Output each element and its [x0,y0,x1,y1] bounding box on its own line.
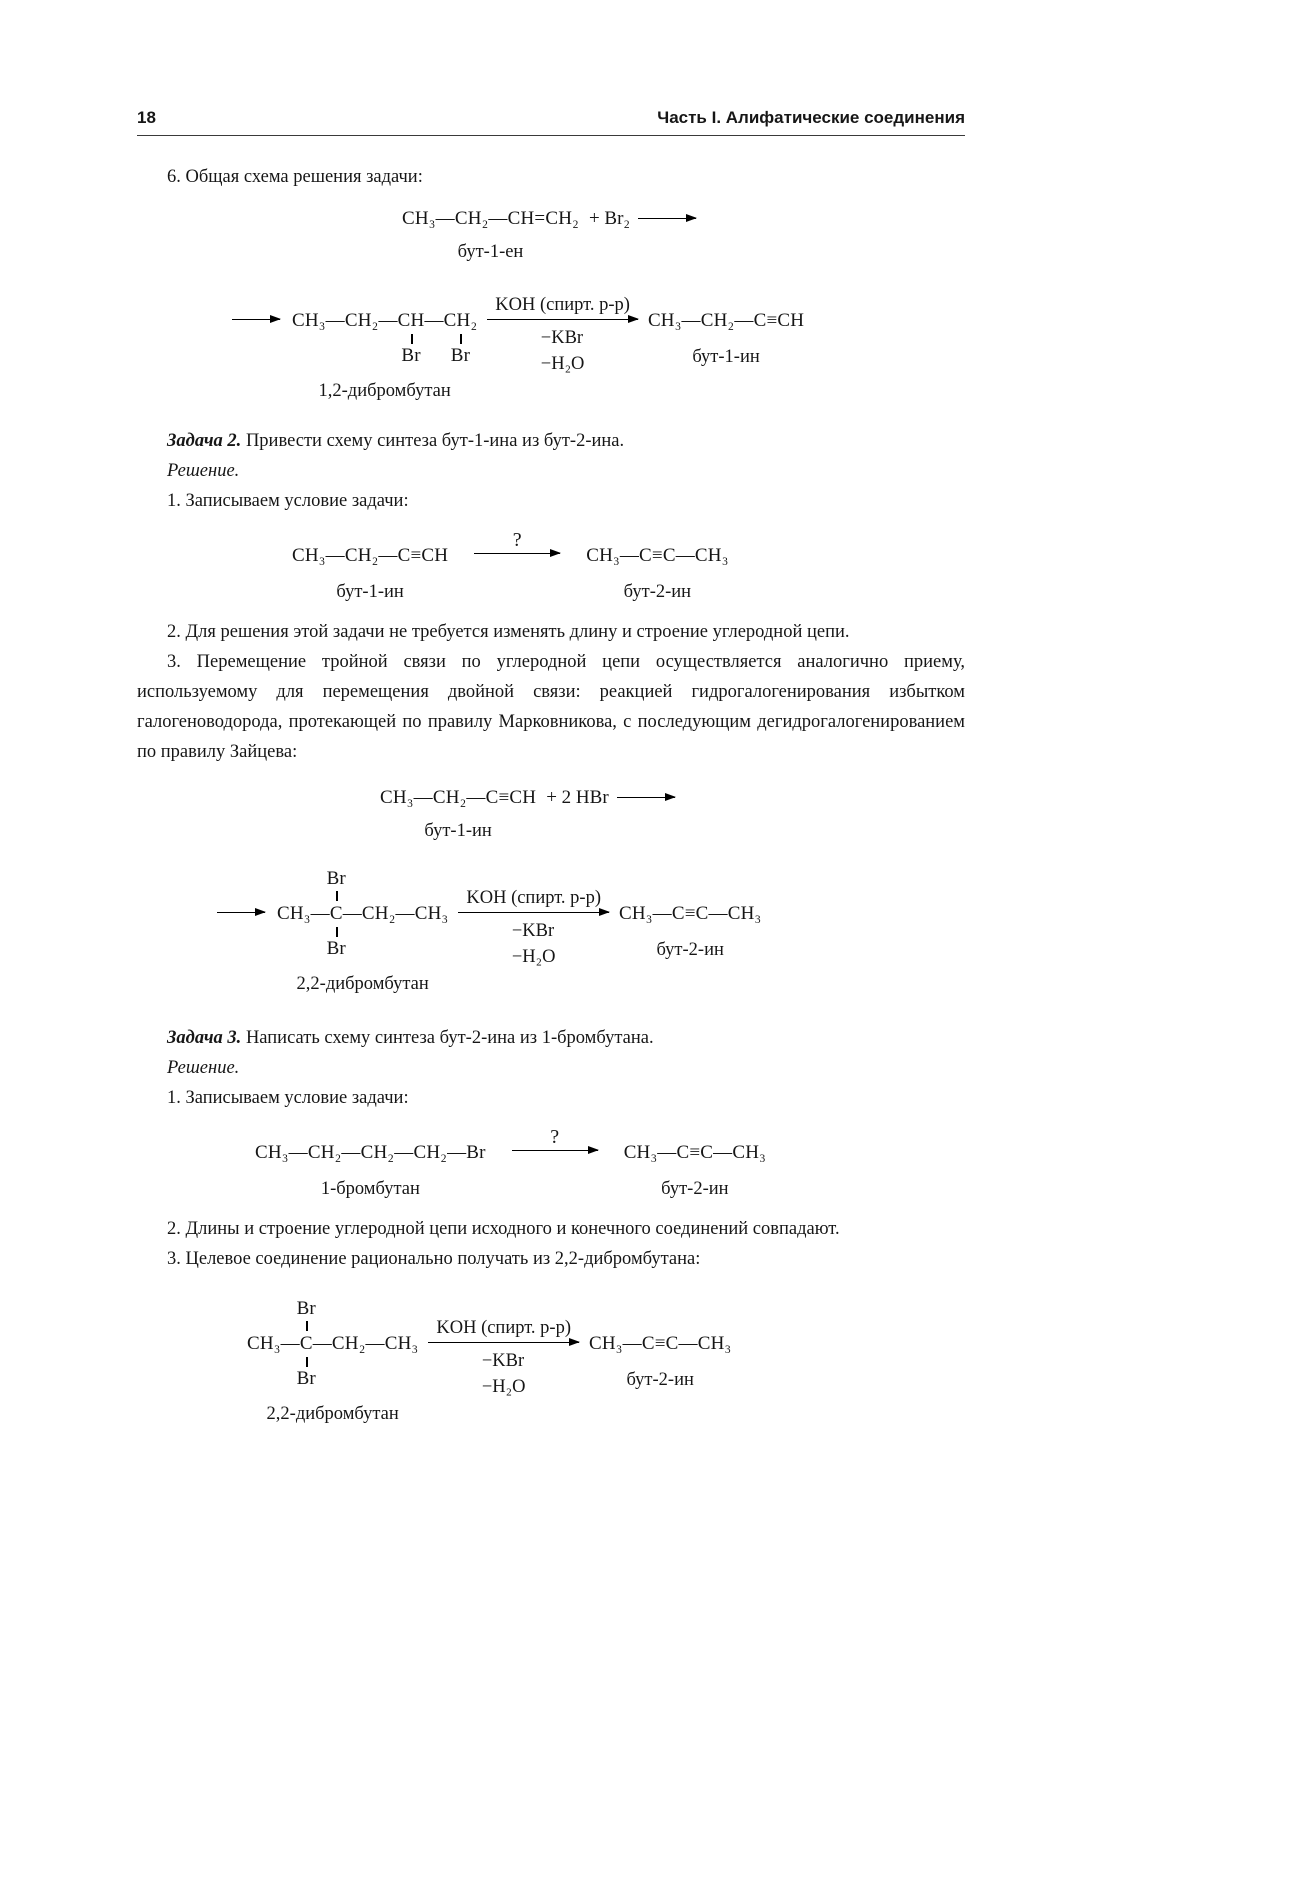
compound-name-2-2-dibromobutane: 2,2-дибромбутан [266,1404,399,1424]
reaction-row [402,206,965,265]
byproduct-h2o: −H₂O [511,947,556,967]
compound-2-2-dibromobutane [277,868,449,997]
compound-name-1-2-dibromobutane: 1,2-дибромбутан [318,381,451,401]
task2-text: Привести схему синтеза бут-1-ина из бут-2-ина. [245,431,625,451]
substituent-label: Br [296,1298,316,1319]
formula-but-2-yne: CH₃—C≡C—CH₃ [623,1142,766,1163]
task2-step2: 2. Для решения этой задачи не требуется изменять длину и строение углеродной цепи. [167,622,850,642]
reaction-arrow-koh [487,293,638,377]
compound-name-but-2-yne: бут-2-ин [656,940,724,960]
compound-name-but-1-yne: бут-1-ин [692,347,760,367]
paragraph-scheme-intro: 6. Общая схема решения задачи: [167,167,423,187]
formula-but-1-yne: CH₃—CH₂—C≡CH [380,787,537,808]
compound-but-1-ene [402,206,579,265]
task2-label: Задача 2. [167,431,242,451]
right-arrow-icon [638,218,696,219]
compound-name-but-1-yne: бут-1-ин [336,582,404,602]
reaction-byproducts [541,325,585,377]
formula-but-1-ene: CH₃—CH₂—CH=CH₂ [402,208,579,229]
question-arrow [474,528,560,554]
formula-token: C Br Br [326,868,346,959]
formula-2-2-dibromobutane [247,1298,419,1389]
formula-token: CH₂ [361,903,396,924]
vertical-bond [306,1321,308,1331]
formula-but-2-yne: CH₃—C≡C—CH₃ [589,1333,732,1354]
question-mark-label: ? [550,1126,560,1148]
reaction-condition-label: KOH (спирт. р-р) [466,888,602,908]
right-arrow-icon [217,912,265,913]
compound-name-but-1-ene: бут-1-ен [457,242,524,262]
formula-token: CH₃ [277,903,311,924]
formula-token: CH₃ [292,310,326,331]
compound-but-2-yne [586,528,728,605]
vertical-bond [411,334,413,344]
reaction-row [380,785,965,844]
reaction-condition-label: KOH (спирт. р-р) [495,295,630,315]
compound-name-but-1-yne: бут-1-ин [424,821,492,841]
formula-token: CH₂ Br [443,310,478,366]
formula-2-2-dibromobutane [277,868,449,959]
question-mark-label: ? [512,529,522,551]
compound-name-but-2-yne: бут-2-ин [661,1179,729,1199]
task3-step1: 1. Записываем условие задачи: [167,1088,409,1108]
arrow-shaft [474,553,560,554]
formula-token: C Br Br [296,1298,316,1389]
task2-step3: 3. Перемещение тройной связи по углеродной цепи осуществляется аналогично приему, используемому для перемещения двойной связи: реакцией гидрогалогенирования избытком галогеноводорода, протекающей по правилу Марковникова, с последующим дегидрогалогенированием по правилу Зайцева: [137,652,965,762]
formula-token: CH₂ [344,310,379,331]
formula-token: CH₃ [384,1333,419,1354]
formula-token: — [280,1333,300,1354]
right-arrow-icon [232,319,280,320]
reaction-row [247,1298,965,1427]
chapter-title: Часть I. Алифатические соединения [657,108,965,127]
compound-name-1-bromobutane: 1-бромбутан [320,1179,420,1199]
compound-1-2-dibromobutane [292,293,477,404]
formula-token: — [378,310,398,331]
task3-step2: 2. Длины и строение углеродной цепи исходного и конечного соединений совпадают. [167,1219,840,1239]
compound-name-but-2-yne: бут-2-ин [623,582,692,602]
formula-token: — [365,1333,385,1354]
reaction-row [292,528,965,605]
task3-label: Задача 3. [167,1028,242,1048]
compound-but-2-yne [589,1316,731,1393]
vertical-bond [336,927,338,937]
substituent-label: Br [326,938,346,959]
byproduct-h2o: −H₂O [540,354,585,374]
scheme-dibromobutane-to-butyne [232,293,965,404]
compound-but-1-yne [380,785,536,844]
compound-but-2-yne [624,1125,766,1202]
arrow-shaft [487,319,638,320]
arrow-shaft [512,1150,598,1151]
arrow-shaft [428,1342,579,1343]
formula-1-2-dibromobutane [292,308,478,366]
byproduct-h2o: −H₂O [481,1377,526,1397]
task2-heading [137,426,965,456]
question-arrow [512,1125,598,1151]
formula-token: — [395,903,415,924]
task3-step3: 3. Целевое соединение рационально получать из 2,2-дибромбутана: [167,1249,701,1269]
formula-but-2-yne: CH₃—C≡C—CH₃ [619,903,762,924]
formula-token: CH Br [397,310,425,366]
reaction-row [255,1125,965,1202]
substituent-label: Br [401,345,421,366]
task3-heading [137,1023,965,1053]
formula-token: — [424,310,444,331]
reagent-hbr: + 2 HBr [546,787,609,808]
substituent-label: Br [296,1368,316,1389]
formula-token: CH₂ [331,1333,366,1354]
right-arrow-icon [617,797,675,798]
formula-token: CH₃ [414,903,449,924]
reaction-arrow-koh [458,886,609,970]
reaction-row [217,868,965,997]
formula-but-1-yne: CH₃—CH₂—C≡CH [292,545,449,566]
compound-but-1-yne [292,528,448,605]
arrow-shaft [458,912,609,913]
reaction-byproducts [512,918,556,970]
reaction-condition-label: KOH (спирт. р-р) [436,1318,572,1338]
formula-token: — [342,903,362,924]
compound-but-1-yne [648,293,804,370]
scheme-task2-condition [292,528,965,605]
compound-but-2-yne [619,886,761,963]
scheme-22-dibromobutane-to-but-2-yne [217,868,965,997]
formula-token: CH₃ [247,1333,281,1354]
task3-text: Написать схему синтеза бут-2-ина из 1-бромбутана. [245,1028,654,1048]
formula-but-2-yne: CH₃—C≡C—CH₃ [586,545,729,566]
substituent-label: Br [326,868,346,889]
byproduct-kbr: −KBr [540,328,584,348]
compound-2-2-dibromobutane [247,1298,419,1427]
formula-1-bromobutane: CH₃—CH₂—CH₂—CH₂—Br [255,1142,486,1163]
reagent-br2: + Br₂ [588,208,631,229]
compound-name-but-2-yne: бут-2-ин [626,1370,694,1390]
formula-token: — [312,1333,332,1354]
substituent-label: Br [450,345,471,366]
formula-token: — [310,903,330,924]
vertical-bond [460,334,462,344]
vertical-bond [306,1357,308,1367]
formula-token: — [325,310,345,331]
scheme-task3-condition [255,1125,965,1202]
byproduct-kbr: −KBr [511,921,555,941]
reaction-row [232,293,965,404]
page-header [137,108,965,136]
reaction-arrow-koh [428,1316,579,1400]
task2-solution-label: Решение. [167,461,240,481]
compound-1-bromobutane [255,1125,486,1202]
scheme-butene-bromination [402,206,965,265]
vertical-bond [336,891,338,901]
byproduct-kbr: −KBr [481,1351,525,1371]
compound-name-2-2-dibromobutane: 2,2-дибромбутан [296,974,429,994]
scheme-hydrobromination [380,785,965,844]
task2-step1: 1. Записываем условие задачи: [167,491,409,511]
scheme-task3-synthesis [247,1298,965,1427]
reaction-byproducts [482,1348,526,1400]
formula-but-1-yne: CH₃—CH₂—C≡CH [647,310,805,331]
page-number: 18 [137,108,156,127]
task3-solution-label: Решение. [167,1058,240,1078]
